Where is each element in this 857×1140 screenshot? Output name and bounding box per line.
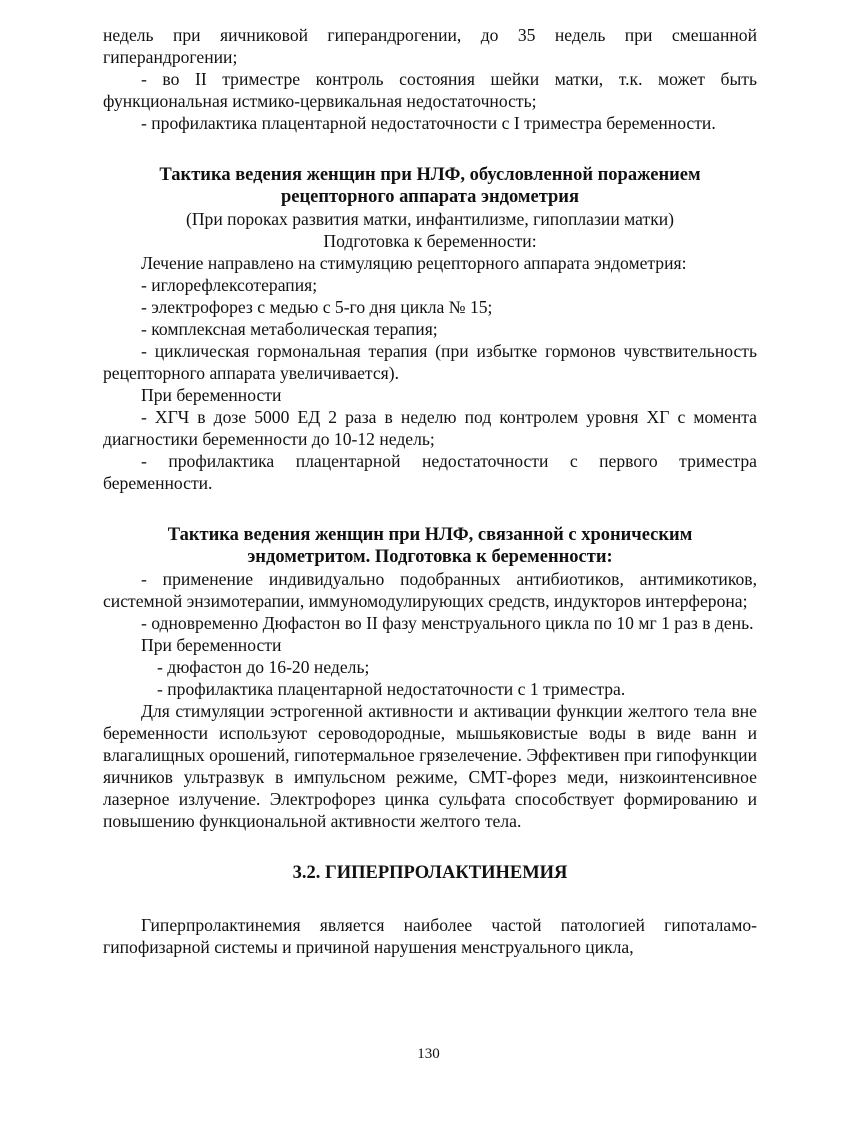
text-line: недель при яичниковой гиперандрогении, до 35 недель при смешанной (103, 25, 757, 45)
section-title: Тактика ведения женщин при НЛФ, обусловленной поражением (159, 165, 701, 185)
list-item: - профилактика плацентарной недостаточности с первого триместра беременности. (103, 451, 757, 493)
prep-heading: Подготовка к беременности: (323, 231, 537, 251)
paragraph: Лечение направлено на стимуляцию рецепторного аппарата эндометрия: (141, 253, 687, 273)
page-body (103, 24, 757, 958)
list-item: - циклическая гормональная терапия (при избытке гормонов чувствительность рецепторного аппарата увеличивается). (103, 341, 757, 383)
list-item: - ХГЧ в дозе 5000 ЕД 2 раза в неделю под контролем уровня ХГ с момента диагностики беременности до 10-12 недель; (103, 407, 757, 449)
paragraph: Для стимуляции эстрогенной активности и активации функции желтого тела вне беременности используют сероводородные, мышьяковистые воды в виде ванн и влагалищных орошений, гипотермальное грязелечение. Эффективен при гипофункции яичников ультразвук в импульсном режиме, СМТ-форез меди, низкоинтенсивное лазерное излучение. Электрофорез цинка сульфата способствует формированию и повышению функциональной активности желтого тела. (103, 701, 757, 831)
list-item: - профилактика плацентарной недостаточности с I триместра беременности. (141, 113, 716, 133)
list-item: - иглорефлексотерапия; (141, 275, 318, 295)
list-item: - комплексная метаболическая терапия; (141, 319, 438, 339)
paragraph: Гиперпролактинемия является наиболее частой патологией гипоталамо-гипофизарной системы и причиной нарушения менструального цикла, (103, 915, 757, 957)
section-title: эндометритом. Подготовка к беременности: (247, 547, 613, 567)
chapter-heading: 3.2. ГИПЕРПРОЛАКТИНЕМИЯ (292, 863, 568, 883)
list-item: - электрофорез с медью с 5-го дня цикла № 15; (141, 297, 493, 317)
section-title: Тактика ведения женщин при НЛФ, связанной с хроническим (167, 525, 693, 545)
list-item: - во II триместре контроль состояния шейки матки, т.к. может быть функциональная истмико-цервикальная недостаточность; (103, 69, 757, 111)
page-number: 130 (417, 1046, 440, 1062)
text-line: гиперандрогении; (103, 47, 238, 67)
list-item: - одновременно Дюфастон во II фазу менструального цикла по 10 мг 1 раз в день. (141, 613, 754, 633)
pregnancy-heading: При беременности (141, 635, 282, 655)
section-title: рецепторного аппарата эндометрия (281, 187, 579, 207)
list-item: - дюфастон до 16-20 недель; (157, 657, 370, 677)
list-item: - профилактика плацентарной недостаточности с 1 триместра. (157, 679, 626, 699)
section-subtitle: (При пороках развития матки, инфантилизме, гипоплазии матки) (185, 209, 675, 229)
list-item: - применение индивидуально подобранных антибиотиков, антимикотиков, системной энзимотерапии, иммуномодулирующих средств, индукторов интерферона; (103, 569, 757, 611)
pregnancy-heading: При беременности (141, 385, 282, 405)
